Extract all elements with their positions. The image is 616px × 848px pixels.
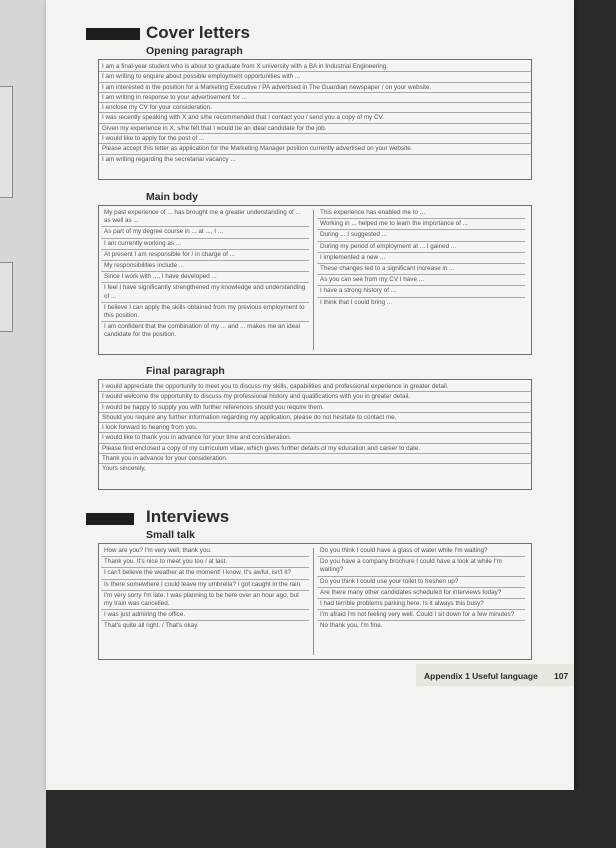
small-talk-box: [98, 543, 532, 660]
final-paragraph-box: [98, 379, 532, 490]
final-line: I would appreciate the opportunity to meet you to discuss my skills, capabilities and professional experience in greater detail.: [99, 382, 531, 392]
opening-line: I am writing to enquire about possible employment opportunities with ...: [99, 72, 531, 82]
opening-line: I am writing regarding the secretarial vacancy ...: [102, 155, 236, 163]
main-body-line: As part of my degree course in ... at ..., I ...: [101, 227, 309, 238]
subheading-opening-paragraph: Opening paragraph: [146, 45, 243, 57]
small-talk-line: I'm afraid I'm not feeling very well. Could I sit down for a few minutes?: [317, 610, 525, 621]
main-body-line: During ... I suggested ...: [317, 230, 525, 241]
footer-title: Appendix 1 Useful language: [424, 671, 538, 681]
main-body-line: I feel I have significantly strengthened my knowledge and understanding of ...: [101, 283, 309, 302]
final-line: Yours sincerely,: [102, 465, 146, 473]
small-talk-line: I was just admiring the office.: [101, 610, 309, 621]
final-line: Thank you in advance for your consideration.: [99, 454, 531, 464]
final-line: Should you require any further information regarding my application, please do not hesitate to contact me.: [99, 413, 531, 423]
main-body-line: I have a strong history of ...: [317, 286, 525, 297]
column-divider: [313, 548, 314, 655]
section-title-cover-letters: Cover letters: [146, 23, 250, 42]
previous-page-box: [0, 262, 13, 332]
column-divider: [313, 210, 314, 350]
main-body-right-column: [317, 208, 525, 308]
final-line: I look forward to hearing from you.: [99, 423, 531, 433]
small-talk-line: Do you have a company brochure I could have a look at while I'm waiting?: [317, 557, 525, 576]
main-body-line: At present I am responsible for / in charge of ...: [101, 250, 309, 261]
main-body-line: I think that I could bring ...: [320, 298, 393, 306]
small-talk-line: Do you think I could have a glass of water while I'm waiting?: [317, 546, 525, 557]
small-talk-line: Do you think I could use your toilet to freshen up?: [317, 577, 525, 588]
book-page: [46, 0, 574, 790]
opening-line: Please accept this letter as application for the Marketing Manager position currently advertised on your website.: [99, 144, 531, 154]
page-number: 107: [554, 671, 569, 681]
small-talk-line: That's quite all right. / That's okay.: [104, 622, 199, 630]
main-body-line: I implemented a new ...: [317, 253, 525, 264]
section-marker: [86, 28, 140, 40]
small-talk-line: No thank you, I'm fine.: [320, 622, 383, 630]
main-body-line: These changes led to a significant increase in ...: [317, 264, 525, 275]
opening-line: I enclose my CV for your consideration.: [99, 103, 531, 113]
main-body-line: I am currently working as ...: [101, 239, 309, 250]
opening-line: Given my experience in X, s/he felt that I would be an ideal candidate for the job.: [99, 124, 531, 134]
subheading-final-paragraph: Final paragraph: [146, 365, 225, 377]
final-line: I would like to thank you in advance for your time and consideration.: [99, 433, 531, 443]
section-title-interviews: Interviews: [146, 507, 230, 526]
small-talk-line: Is there somewhere I could leave my umbrella? I got caught in the rain.: [101, 580, 309, 591]
opening-line: I am writing in response to your advertisement for ...: [99, 93, 531, 103]
opening-line: I am interested in the position for a Marketing Executive / PA advertised in The Guardian newspaper / on your website.: [99, 83, 531, 93]
opening-line: I am a final-year student who is about to graduate from X university with a BA in Industrial Engineering.: [99, 62, 531, 72]
main-body-line: I am confident that the combination of my ... and ... makes me an ideal candidate for the position.: [104, 323, 301, 339]
small-talk-line: How are you? I'm very well, thank you.: [101, 546, 309, 557]
main-body-line: This experience has enabled me to ...: [317, 208, 525, 219]
subheading-small-talk: Small talk: [146, 529, 196, 541]
small-talk-left-column: [101, 546, 309, 632]
final-line: Please find enclosed a copy of my curriculum vitae, which gives further details of my education and career to date.: [99, 444, 531, 454]
subheading-main-body: Main body: [146, 191, 198, 203]
scan-bottom-shadow: [46, 790, 616, 848]
main-body-line: As you can see from my CV I have ...: [317, 275, 525, 286]
scan-shadow: [574, 0, 616, 848]
opening-line: I would like to apply for the post of ...: [99, 134, 531, 144]
main-body-line: Working in ... helped me to learn the importance of ...: [317, 219, 525, 230]
previous-page-box: [0, 86, 13, 198]
main-body-box: [98, 205, 532, 355]
main-body-line: My past experience of ... has brought me a greater understanding of ... as well as ...: [101, 208, 309, 227]
main-body-line: I believe I can apply the skills obtained from my previous employment to this position.: [101, 303, 309, 322]
small-talk-line: Thank you. It's nice to meet you too / at last.: [101, 557, 309, 568]
final-line: I would welcome the opportunity to discuss my professional history and qualifications with you in greater detail.: [99, 392, 531, 402]
main-body-line: During my period of employment at ... I gained ...: [317, 242, 525, 253]
small-talk-right-column: [317, 546, 525, 632]
main-body-left-column: [101, 208, 309, 341]
previous-page-edge: [0, 0, 46, 848]
main-body-line: My responsibilities include ...: [101, 261, 309, 272]
opening-line: I was recently speaking with X and s/he recommended that I contact you / send you a copy of my CV.: [99, 113, 531, 123]
section-marker: [86, 513, 134, 525]
small-talk-line: I'm very sorry I'm late. I was planning to be here over an hour ago, but my train was cancelled.: [101, 591, 309, 610]
main-body-line: Since I work with ..., I have developed ...: [101, 272, 309, 283]
small-talk-line: I can't believe the weather at the moment! I know. It's awful, isn't it?: [101, 568, 309, 579]
opening-paragraph-box: [98, 59, 532, 180]
final-line: I would be happy to supply you with further references should you require them.: [99, 403, 531, 413]
small-talk-line: Are there many other candidates scheduled for interviews today?: [317, 588, 525, 599]
small-talk-line: I had terrible problems parking here. Is it always this busy?: [317, 599, 525, 610]
